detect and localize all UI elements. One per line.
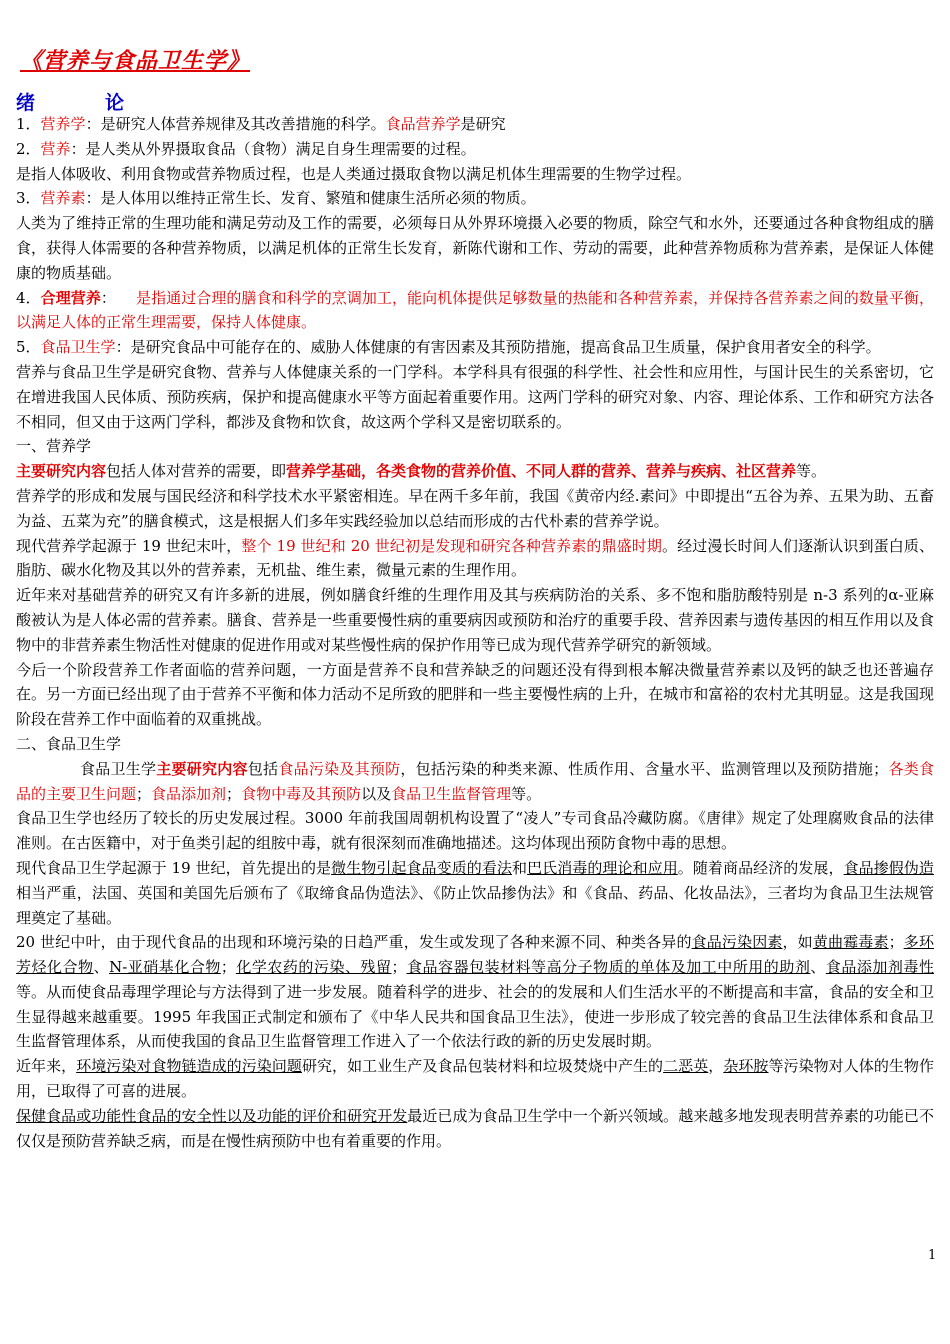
intro-heading (16, 88, 124, 115)
paragraph: 营养与食品卫生学是研究食物、营养与人体健康关系的一门学科。本学科具有很强的科学性、社会性和应用性，与国计民生的关系密切，它在增进我国人民体质、预防疾病，保护和提高健康水平等方面起着重要作用。这两门学科的研究对象、内容、理论体系、工作和研究方法各不相同，但又由于这两门学科，都涉及食物和饮食，故这两个学科又是密切联系的。 (16, 362, 934, 431)
definition-nutrition: 1．营养学：是研究人体营养规律及其改善措施的科学。食品营养学是研究 (16, 115, 506, 133)
document-body (16, 112, 934, 1153)
paragraph: 今后一个阶段营养工作者面临的营养问题，一方面是营养不良和营养缺乏的问题还没有得到根本解决微量营养素以及钙的缺乏也还普遍存在。另一方面已经出现了由于营养不平衡和体力活动不足所致的肥胖和一些主要慢性病的上升，在城市和富裕的农村尤其明显。这是我国现阶段在营养工作中面临着的双重挑战。 (16, 660, 934, 729)
section-heading-food-hygiene: 二、食品卫生学 (16, 734, 122, 753)
paragraph: 20 世纪中叶，由于现代食品的出现和环境污染的日趋严重，发生或发现了各种来源不同、种类各异的食品污染因素，如黄曲霉毒素；多环芳烃化合物、N-亚硝基化合物；化学农药的污染、残留；食品容器包装材料等高分子物质的单体及加工中所用的助剂、食品添加剂毒性等。从而使食品毒理学理论与方法得到了进一步发展。随着科学的进步、社会的的发展和人们生活水平的不断提高和丰富，食品的安全和卫生显得越来越重要。1995 年我国正式制定和颁布了《中华人民共和国食品卫生法》，使进一步形成了较完善的食品卫生法律体系和食品卫生监督管理体系，从而使我国的食品卫生监督管理工作进入了一个依法行政的新的历史发展时期。 (16, 933, 934, 1051)
page-number: 1 (928, 1248, 937, 1263)
definition-nutrient: 3．营养素：是人体用以维持正常生长、发育、繁殖和健康生活所必须的物质。 (16, 189, 536, 208)
paragraph: 食品卫生学也经历了较长的历史发展过程。3000 年前我国周朝机构设置了“凌人”专司食品冷藏防腐。《唐律》规定了处理腐败食品的法律准则。在古医籍中，对于鱼类引起的组胺中毒，就有很深刻而准确地描述。这均体现出预防食物中毒的思想。 (16, 809, 934, 853)
document-title: 《营养与食品卫生学》 (20, 48, 251, 74)
paragraph: 人类为了维持正常的生理功能和满足劳动及工作的需要，必须每日从外界环境摄入必要的物质，除空气和水外，还要通过各种食物组成的膳食，获得人体需要的各种营养物质，以满足机体的正常生长发育，新陈代谢和工作、劳动的需要，此种营养物质称为营养素，是保证人体健康的物质基础。 (16, 214, 934, 282)
paragraph-main-content: 主要研究内容包括人体对营养的需要，即营养学基础，各类食物的营养价值、不同人群的营养、营养与疾病、社区营养等。 (16, 462, 827, 481)
paragraph: 现代营养学起源于 19 世纪末叶，整个 19 世纪和 20 世纪初是发现和研究各种营养素的鼎盛时期。经过漫长时间人们逐渐认识到蛋白质、脂肪、碳水化物及其以外的营养素，无机盐、维生素，微量元素的生理作用。 (16, 536, 935, 580)
paragraph: 营养学的形成和发展与国民经济和科学技术水平紧密相连。早在两千多年前，我国《黄帝内经.素问》中即提出“五谷为养、五果为助、五畜为益、五菜为充”的膳食模式，这是根据人们多年实践经验加以总结而形成的古代朴素的营养学说。 (16, 486, 934, 530)
paragraph: 近年来，环境污染对食物链造成的污染问题研究，如工业生产及食品包装材料和垃圾焚烧中产生的二恶英，杂环胺等污染物对人体的生物作用，已取得了可喜的进展。 (16, 1057, 934, 1101)
intro-heading-char2: 论 (105, 92, 125, 114)
paragraph: 近年来对基础营养的研究又有许多新的进展，例如膳食纤维的生理作用及其与疾病防治的关系、多不饱和脂肪酸特别是 n-3 系列的α-亚麻酸被认为是人体必需的营养素。膳食、营养是一些重要慢性病的重要病因或预防和治疗的重要手段、营养因素与遗传基因的相互作用以及食物中的非营养素生物活性对健康的促进作用或对某些慢性病的保护作用等已成为现代营养学研究的新领域。 (16, 586, 934, 654)
paragraph: 现代食品卫生学起源于 19 世纪，首先提出的是微生物引起食品变质的看法和巴氏消毒的理论和应用。随着商品经济的发展，食品掺假伪造相当严重，法国、英国和美国先后颁布了《取缔食品伪造法》、《防止饮品掺伪法》和《食品、药品、化妆品法》，三者均为食品卫生法规管理奠定了基础。 (16, 858, 934, 927)
paragraph: 保健食品或功能性食品的安全性以及功能的评价和研究开发最近已成为食品卫生学中一个新兴领域。越来越多地发现表明营养素的功能已不仅仅是预防营养缺乏病，而是在慢性病预防中也有着重要的作用。 (16, 1106, 934, 1150)
intro-heading-char1: 绪 (16, 92, 36, 114)
definition-food-hygiene: 5．食品卫生学：是研究食品中可能存在的、威胁人体健康的有害因素及其预防措施，提高食品卫生质量，保护食用者安全的科学。 (16, 338, 881, 357)
paragraph: 是指人体吸收、利用食物或营养物质过程，也是人类通过摄取食物以满足机体生理需要的生物学过程。 (16, 164, 692, 183)
definition-rational-nutrition: 4．合理营养： 是指通过合理的膳食和科学的烹调加工，能向机体提供足够数量的热能和各种营养素，并保持各营养素之间的数量平衡，以满足人体的正常生理需要，保持人体健康。 (16, 288, 934, 332)
definition-nutriment: 2．营养：是人类从外界摄取食品（食物）满足自身生理需要的过程。 (16, 139, 476, 158)
section-heading-nutrition: 一、营养学 (16, 437, 92, 456)
paragraph-food-hygiene-content: 食品卫生学主要研究内容包括食品污染及其预防，包括污染的种类来源、性质作用、含量水平、监测管理以及预防措施；各类食品的主要卫生问题；食品添加剂；食物中毒及其预防以及食品卫生监督管理等。 (16, 759, 934, 803)
